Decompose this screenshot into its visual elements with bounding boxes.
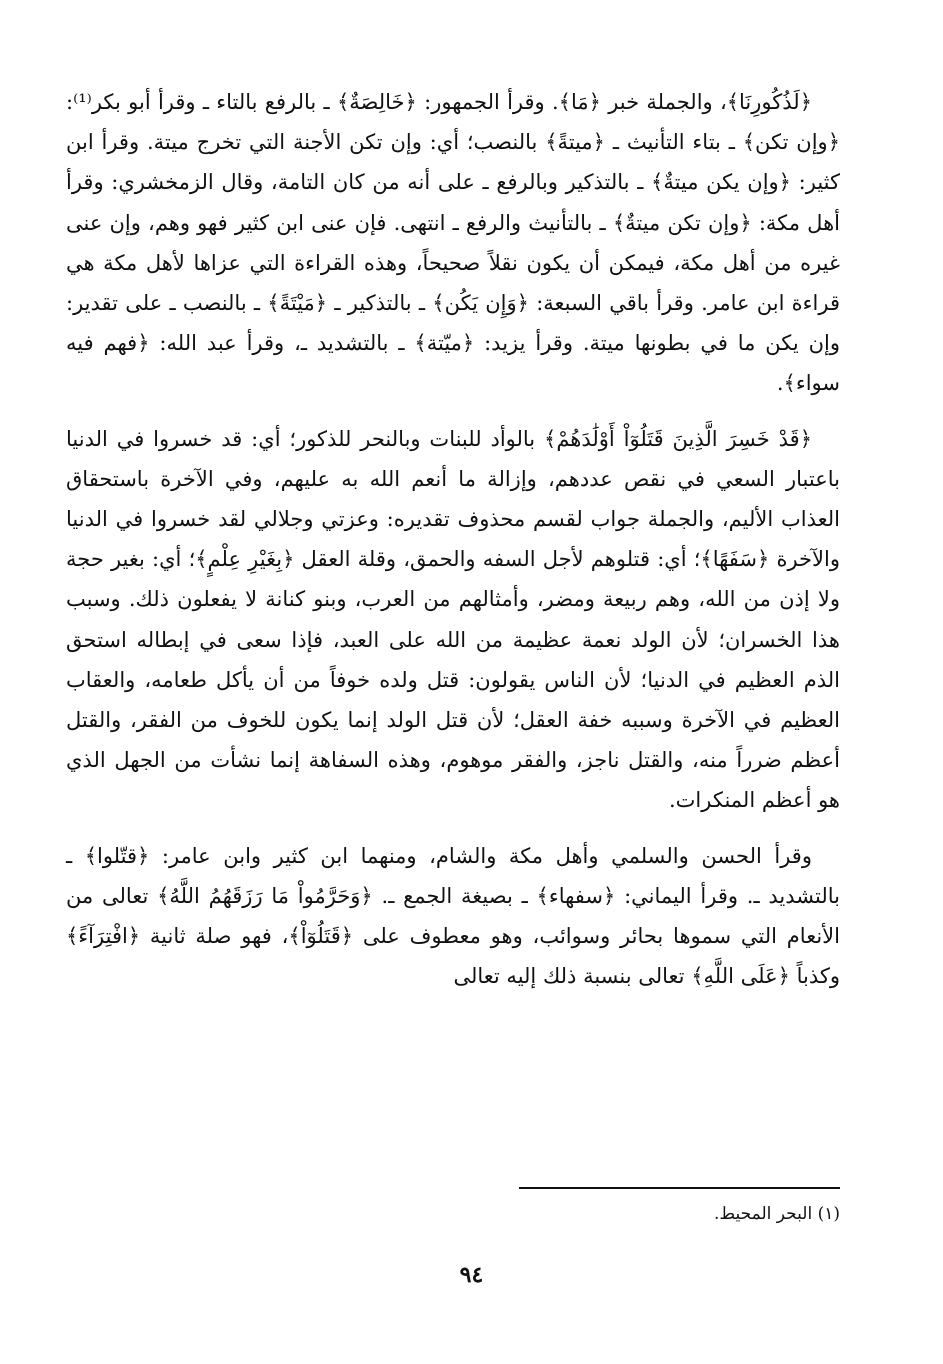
paragraph-qiraat-qattalu: وقرأ الحسن والسلمي وأهل مكة والشام، ومنهما ابن كثير وابن عامر: ﴿قتّلوا﴾ ـ بالتشديد ـ. وقرأ اليماني: ﴿سفهاء﴾ ـ بصيغة الجمع ـ. ﴿وَحَرَّمُواْ مَا رَزَقَهُمُ اللَّهُ﴾ تعالى من الأنعام التي سموها بحائر وسوائب، وهو معطوف على ﴿قَتَلُوٓاْ﴾، فهو صلة ثانية ﴿افْتِرَآءً﴾ وكذباً ﴿عَلَى اللَّهِ﴾ تعالى بنسبة ذلك إليه تعالى bbox=[66, 843, 840, 989]
page-number: ٩٤ bbox=[459, 1262, 484, 1288]
paragraph-qad-khasira: ﴿قَدْ خَسِرَ الَّذِينَ قَتَلُوٓاْ أَوْلَٰدَهُمْ﴾ بالوأد للبنات وبالنحر للذكور؛ أي: قد خسروا في الدنيا باعتبار السعي في نقص عددهم، وإزالة ما أنعم الله به عليهم، وفي الآخرة باستحقاق العذاب الأليم، والجملة جواب لقسم محذوف تقديره: وعزتي وجلالي لقد خسروا في الدنيا والآخرة ﴿سَفَهًا﴾؛ أي: قتلوهم لأجل السفه والحمق، وقلة العقل ﴿بِغَيْرِ عِلْمٍ﴾؛ أي: بغير حجة ولا إذن من الله، وهم ربيعة ومضر، وأمثالهم من العرب، وبنو كنانة لا يفعلون ذلك. وسبب هذا الخسران؛ لأن الولد نعمة عظيمة من الله على العبد، فإذا سعى في إبطاله استحق الذم العظيم في الدنيا؛ لأن الناس يقولون: قتل ولده خوفاً من أن يأكل طعامه، والعقاب العظيم في الآخرة وسببه خفة العقل؛ لأن قتل الولد إنما يكون للخوف من الفقر، والقتل أعظم ضرراً منه، والقتل ناجز، والفقر موهوم، وهذه السفاهة إنما نشأت من الجهل الذي هو أعظم المنكرات. bbox=[66, 426, 840, 813]
footnote: (١) البحر المحيط. bbox=[714, 1204, 840, 1224]
footnote-divider bbox=[519, 1187, 840, 1189]
paragraph-qiraat-maytah: ﴿لَذُكُورِنَا﴾، والجملة خبر ﴿مَا﴾. وقرأ الجمهور: ﴿خَالِصَةٌ﴾ ـ بالرفع بالتاء ـ وقرأ أبو بكر⁽¹⁾: ﴿وإن تكن﴾ ـ بتاء التأنيث ـ ﴿ميتةً﴾ بالنصب؛ أي: وإن تكن الأجنة التي تخرج ميتة. وقرأ ابن كثير: ﴿وإن يكن ميتةٌ﴾ ـ بالتذكير وبالرفع ـ على أنه من كان التامة، وقال الزمخشري: وقرأ أهل مكة: ﴿وإن تكن ميتةٌ﴾ ـ بالتأنيث والرفع ـ انتهى. فإن عنى ابن كثير فهو وهم، وإن عنى غيره من أهل مكة، فيمكن أن يكون نقلاً صحيحاً، وهذه القراءة التي عزاها لأهل مكة هي قراءة ابن عامر. وقرأ باقي السبعة: ﴿وَإِن يَكُن﴾ ـ بالتذكير ـ ﴿مَيْتَةً﴾ ـ بالنصب ـ على تقدير: وإن يكن ما في بطونها ميتة. وقرأ يزيد: ﴿ميّتة﴾ ـ بالتشديد ـ، وقرأ عبد الله: ﴿فهم فيه سواء﴾. bbox=[66, 90, 840, 396]
page-body-text bbox=[66, 82, 840, 996]
